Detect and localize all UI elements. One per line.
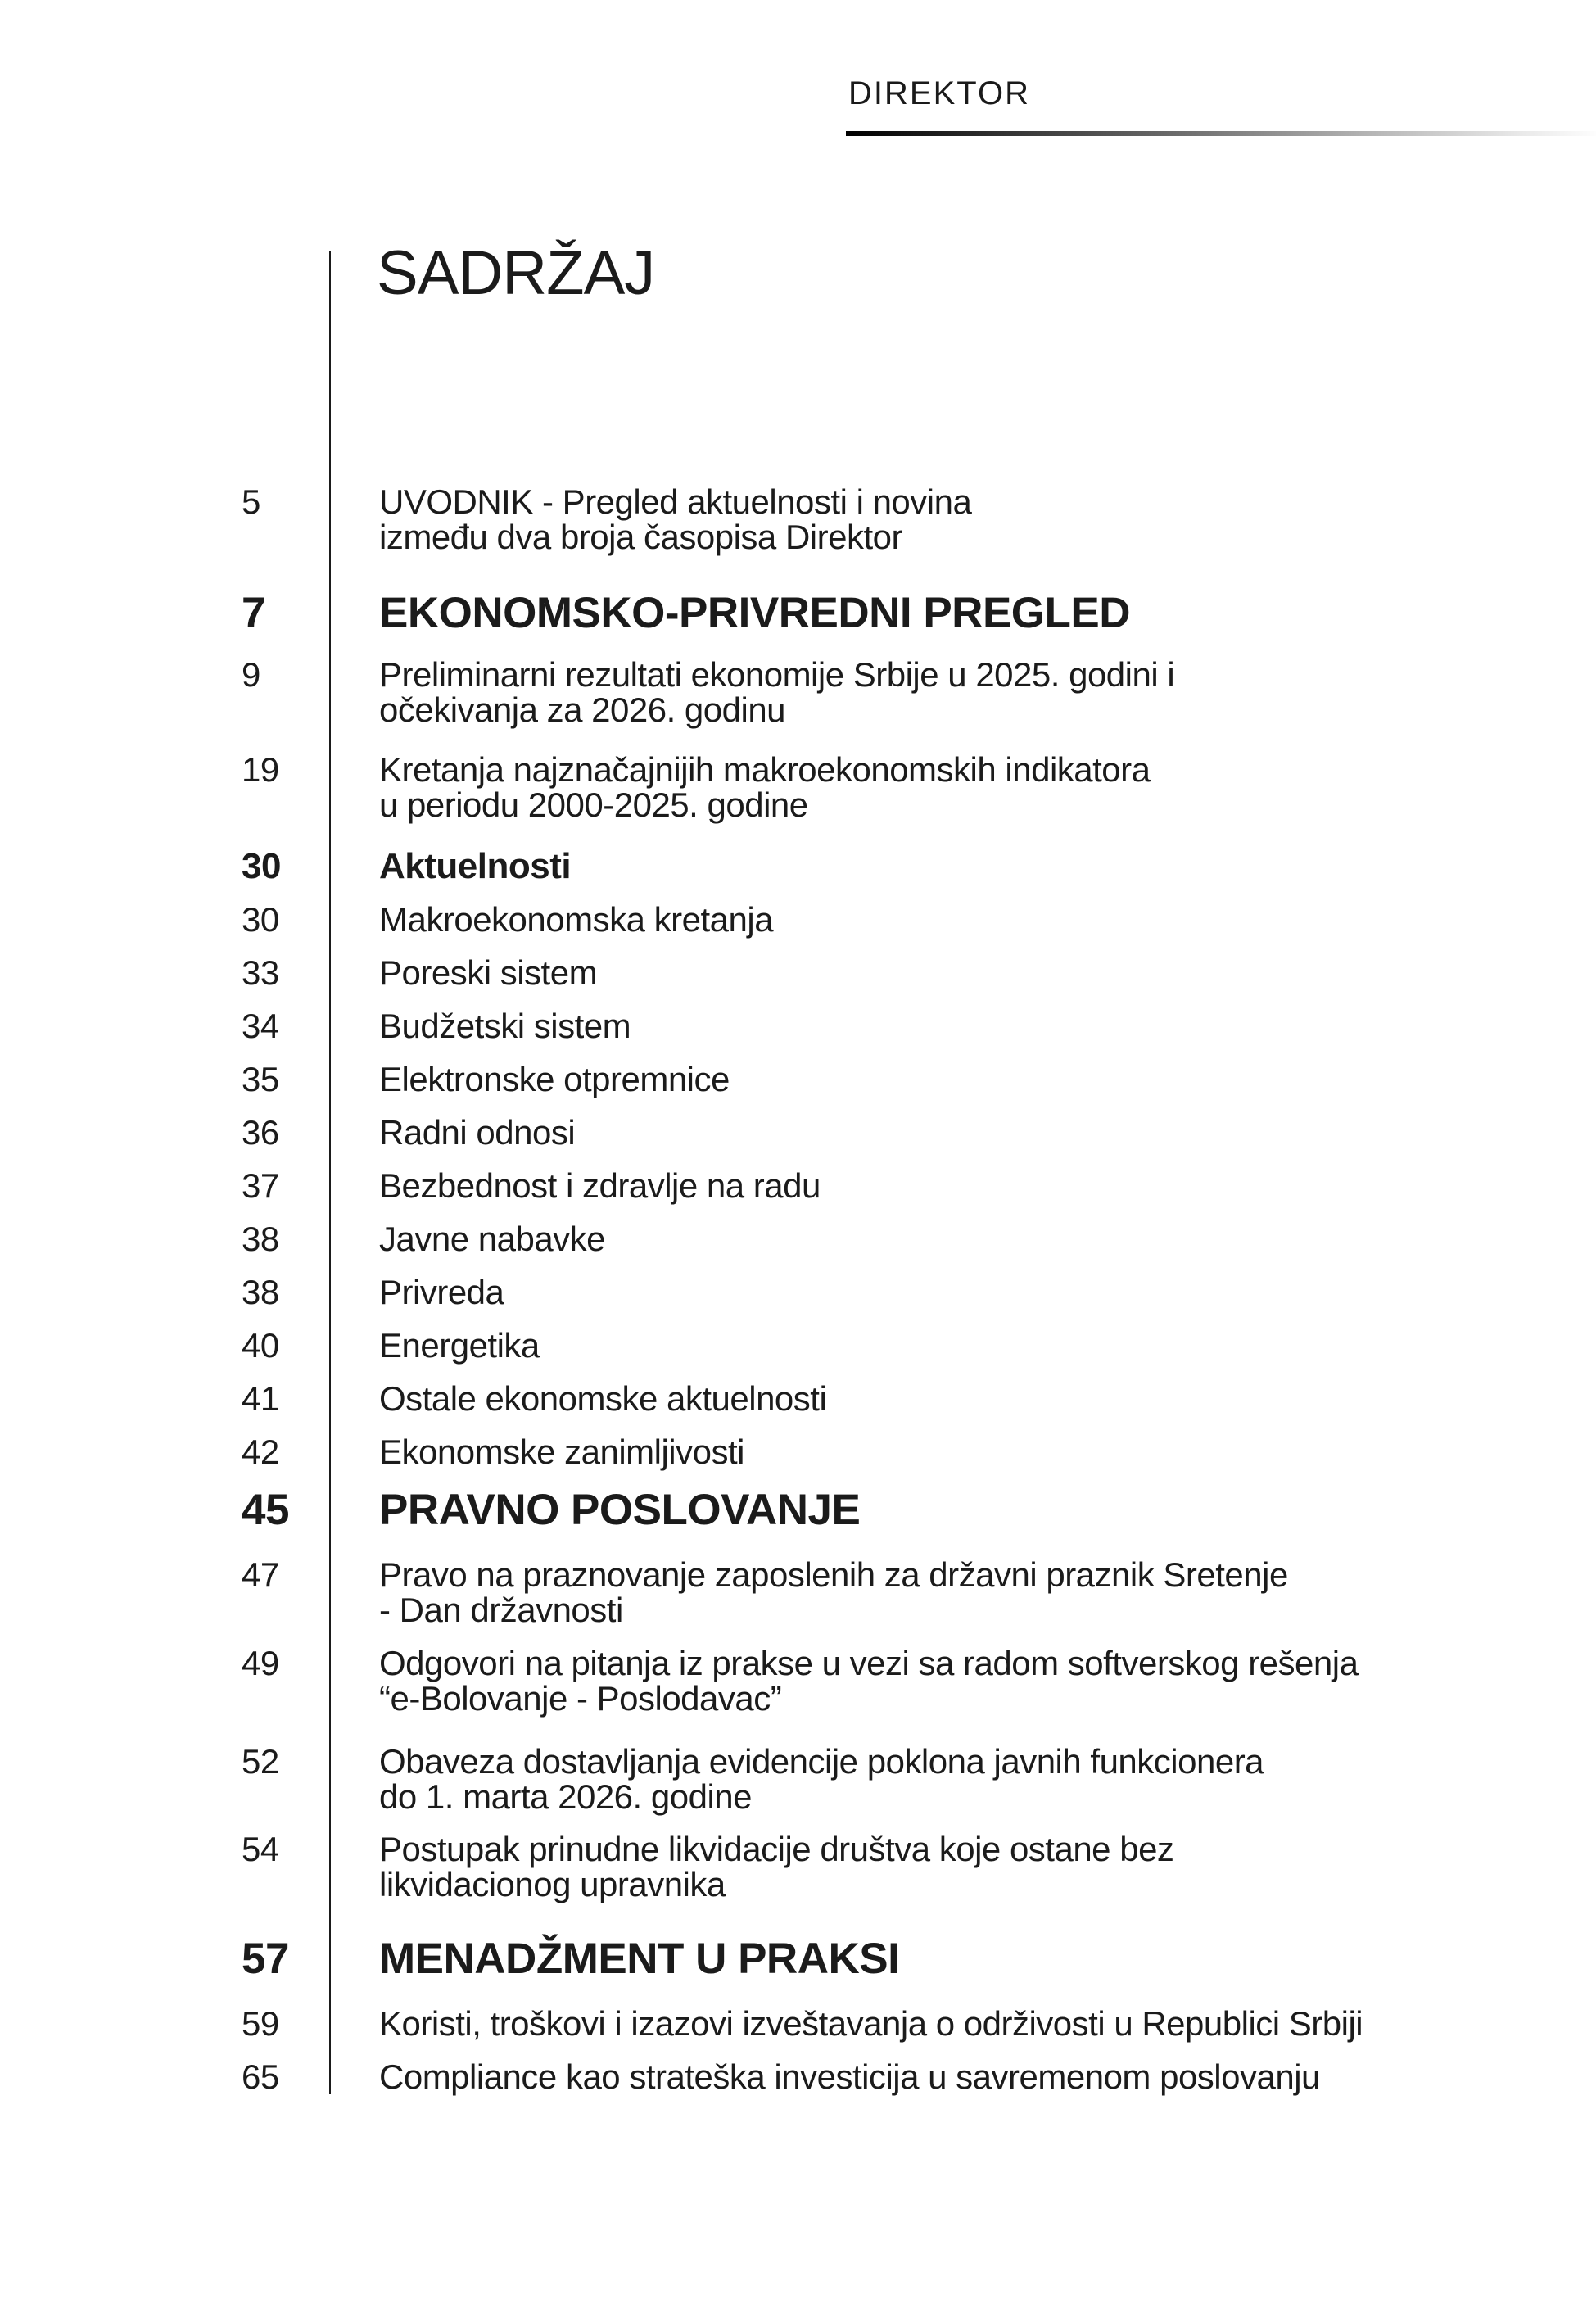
toc-entry-title <box>379 657 1174 727</box>
header-gradient-rule <box>846 131 1596 136</box>
toc-title-line: Radni odnosi <box>379 1113 576 1152</box>
toc-entry-title <box>379 1168 821 1203</box>
toc-page-number: 36 <box>242 1113 279 1152</box>
toc-entry-title <box>379 591 1130 636</box>
toc-page-number: 38 <box>242 1273 279 1311</box>
toc-entry-title <box>379 1557 1288 1627</box>
toc-title-line: Obaveza dostavljanja evidencije poklona javnih funkcionera <box>379 1742 1264 1781</box>
toc-page-number: 9 <box>242 655 260 694</box>
toc-entry-title <box>379 1221 605 1256</box>
toc-page-number: 5 <box>242 482 260 521</box>
toc-page-number: 52 <box>242 1742 279 1781</box>
toc-title-line: Postupak prinudne likvidacije društva koje ostane bez <box>379 1830 1174 1868</box>
toc-page-number: 54 <box>242 1830 279 1868</box>
toc-title-line: Budžetski sistem <box>379 1007 631 1045</box>
toc-page-number: 19 <box>242 750 279 789</box>
page-title: SADRŽAJ <box>377 238 655 308</box>
toc-title-line: Pravo na praznovanje zaposlenih za državni praznik Sretenje <box>379 1555 1288 1594</box>
toc-title-line: do 1. marta 2026. godine <box>379 1777 753 1816</box>
toc-page-number: 47 <box>242 1555 279 1594</box>
toc-title-line: PRAVNO POSLOVANJE <box>379 1486 861 1534</box>
toc-title-line: između dva broja časopisa Direktor <box>379 518 902 556</box>
toc-title-line: UVODNIK - Pregled aktuelnosti i novina <box>379 482 972 521</box>
toc-entry-title <box>379 955 597 990</box>
toc-title-line: EKONOMSKO-PRIVREDNI PREGLED <box>379 589 1131 637</box>
toc-entry-title <box>379 1744 1264 1814</box>
toc-title-line: u periodu 2000-2025. godine <box>379 785 808 824</box>
toc-title-line: MENADŽMENT U PRAKSI <box>379 1935 900 1983</box>
toc-page-number: 59 <box>242 2004 279 2043</box>
toc-entry-title <box>379 1936 899 1981</box>
toc-entry-title <box>379 484 971 554</box>
toc-page-number: 40 <box>242 1326 279 1365</box>
toc-page-number: 45 <box>242 1486 289 1534</box>
toc-title-line: Bezbednost i zdravlje na radu <box>379 1166 821 1205</box>
toc-title-line: Ekonomske zanimljivosti <box>379 1433 744 1471</box>
toc-title-line: Compliance kao strateška investicija u savremenom poslovanju <box>379 2057 1320 2096</box>
toc-page-number: 42 <box>242 1433 279 1471</box>
toc-page-number: 35 <box>242 1060 279 1098</box>
toc-entry-title <box>379 1008 631 1043</box>
toc-entry-title <box>379 752 1151 822</box>
toc-entry-title <box>379 1487 860 1532</box>
toc-entry-title <box>379 1831 1173 1902</box>
toc-entry-title <box>379 1328 540 1363</box>
toc-title-line: “e-Bolovanje - Poslodavac” <box>379 1679 782 1718</box>
toc-entry-title <box>379 1381 826 1416</box>
magazine-title: DIREKTOR <box>848 75 1030 111</box>
toc-title-line: - Dan državnosti <box>379 1591 623 1629</box>
toc-page-number: 34 <box>242 1007 279 1045</box>
toc-title-line: očekivanja za 2026. godinu <box>379 690 786 729</box>
toc-entry-title <box>379 1061 730 1097</box>
toc-page-number: 49 <box>242 1644 279 1682</box>
toc-entry-title <box>379 1645 1358 1716</box>
toc-title-line: Odgovori na pitanja iz prakse u vezi sa radom softverskog rešenja <box>379 1644 1359 1682</box>
toc-title-line: Makroekonomska kretanja <box>379 900 774 939</box>
toc-page-number: 30 <box>242 900 279 939</box>
toc-title-line: Energetika <box>379 1326 540 1365</box>
toc-page-number: 37 <box>242 1166 279 1205</box>
toc-title-line: likvidacionog upravnika <box>379 1865 726 1903</box>
toc-title-line: Poreski sistem <box>379 953 598 992</box>
toc-entry-title <box>379 848 571 885</box>
toc-title-line: Kretanja najznačajnijih makroekonomskih indikatora <box>379 750 1151 789</box>
toc-title-line: Koristi, troškovi i izazovi izveštavanja o održivosti u Republici Srbiji <box>379 2004 1363 2043</box>
toc-page-number: 7 <box>242 589 265 637</box>
vertical-divider-rule <box>329 251 331 2094</box>
toc-entry-title <box>379 1115 575 1150</box>
toc-page-number: 30 <box>242 846 281 886</box>
toc-page-number: 41 <box>242 1379 279 1418</box>
toc-entry-title <box>379 1434 744 1469</box>
toc-page-number: 57 <box>242 1935 289 1983</box>
toc-title-line: Ostale ekonomske aktuelnosti <box>379 1379 827 1418</box>
toc-page-number: 33 <box>242 953 279 992</box>
toc-entry-title <box>379 2006 1363 2041</box>
toc-entry-title <box>379 1274 504 1310</box>
toc-title-line: Javne nabavke <box>379 1220 606 1258</box>
toc-entry-title <box>379 902 773 937</box>
toc-page-number: 65 <box>242 2057 279 2096</box>
toc-page-number: 38 <box>242 1220 279 1258</box>
toc-entry-title <box>379 2059 1320 2094</box>
toc-title-line: Preliminarni rezultati ekonomije Srbije u 2025. godini i <box>379 655 1175 694</box>
toc-title-line: Elektronske otpremnice <box>379 1060 730 1098</box>
toc-title-line: Privreda <box>379 1273 504 1311</box>
toc-title-line: Aktuelnosti <box>379 846 572 886</box>
